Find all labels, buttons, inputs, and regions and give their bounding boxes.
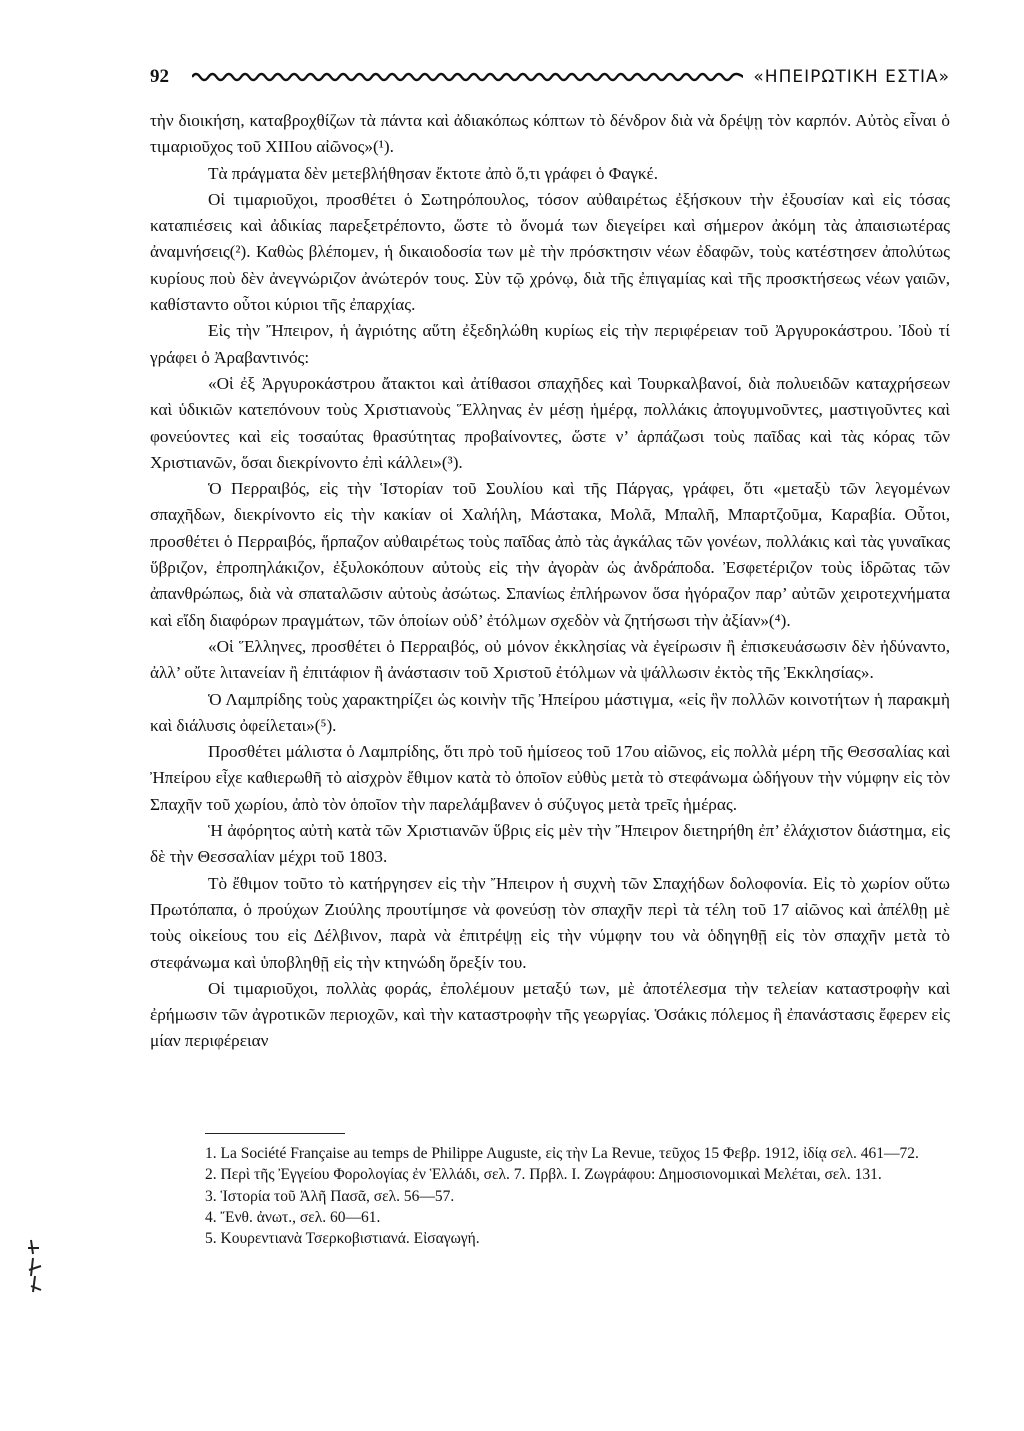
wavy-rule-ornament: [192, 71, 743, 83]
footnote-divider: [205, 1133, 345, 1134]
margin-scribble-mark: [25, 1236, 49, 1296]
footnotes: [205, 1143, 951, 1249]
paragraph: Οἱ τιμαριοῦχοι, προσθέτει ὁ Σωτηρόπουλος, τόσον αὐθαιρέτως ἐξήσκουν τὴν ἐξουσίαν καὶ εἰς τόσας καταπιέσεις καὶ ἀδικίας παρεξετρέποντο, ὥστε τὸ ὄνομά των διεγείρει καὶ σήμερον ἀκόμη τὰς ἀπαισιωτέρας ἀναμνήσεις(²). Καθὼς βλέπομεν, ἡ δικαιοδοσία των μὲ τὴν πρόσκτησιν νέων ἐδαφῶν, τοὺς κατέστησεν ἀπολύτως κυρίους ποὺ δὲν ἀνεγνώριζον ἀνώτερόν τους. Σὺν τῷ χρόνῳ, διὰ τῆς ἐπιγαμίας καὶ τῆς προσκτήσεως νέων γαιῶν, καθίσταντο οὗτοι κύριοι τῆς ἐπαρχίας.: [150, 189, 950, 315]
paragraph: Ὁ Περραιβός, εἰς τὴν Ἱστορίαν τοῦ Σουλίου καὶ τῆς Πάργας, γράφει, ὅτι «μεταξὺ τῶν λεγομένων σπαχῆδων, διεκρίνοντο εἰς τὴν κακίαν οἱ Χαλήλη, Μάστακα, Μολᾶ, Μπαλῆ, Μπαρτζοῦμα, Καραβία. Οὗτοι, προσθέτει ὁ Περραιβός, ἥρπαζον αὐθαιρέτως τοὺς παῖδας ἀπὸ τὰς ἀγκάλας τῶν γονέων, πολλάκις καὶ τὰς γυναῖκας ὕβριζον, ἐπροπηλάκιζον, ἐξυλοκόπουν αὐτοὺς εἰς τὴν ἀγορὰν ὡς ἀνδράποδα. Ἐσφετέριζον τοὺς ἱδρῶτας τῶν ἀπανθρώπως, διὰ νὰ σπαταλῶσιν αὐτοὺς ἀσώτως. Σπανίως ἐπλήρωνον ὅσα ἠγόραζον παρ’ αὐτῶν χειροτεχνήματα καὶ εἴδη διαφόρων πραγμάτων, τῶν ὁποίων οὐδ’ ἐτόλμων σχεδὸν νὰ ζητήσωσι τὴν ἀξίαν»(⁴).: [150, 479, 950, 630]
footnote: 2. Περὶ τῆς Ἐγγείου Φορολογίας ἐν Ἑλλάδι, σελ. 7. Πρβλ. Ι. Ζωγράφου: Δημοσιονομικαὶ Μελέται, σελ. 131.: [205, 1166, 882, 1184]
footnote: 5. Κουρεντιανὰ Τσερκοβιστιανά. Εἰσαγωγή.: [205, 1230, 480, 1248]
paragraph: τὴν διοικήση, καταβροχθίζων τὰ πάντα καὶ ἀδιακόπως κόπτων τὸ δένδρον διὰ νὰ δρέψῃ τὸν καρπόν. Αὐτὸς εἶναι ὁ τιμαριοῦχος τοῦ XIIIου αἰῶνος»(¹).: [150, 111, 950, 157]
paragraph: Ἡ ἀφόρητος αὐτὴ κατὰ τῶν Χριστιανῶν ὕβρις εἰς μὲν τὴν Ἤπειρον διετηρήθη ἐπ’ ἐλάχιστον διάστημα, εἰς δὲ τὴν Θεσσαλίαν μέχρι τοῦ 1803.: [150, 821, 950, 867]
paragraph: Τὸ ἔθιμον τοῦτο τὸ κατήργησεν εἰς τὴν Ἤπειρον ἡ συχνὴ τῶν Σπαχήδων δολοφονία. Εἰς τὸ χωρίον οὕτω Πρωτόπαπα, ὁ προύχων Ζιούλης προυτίμησε νὰ φονεύσῃ τὸν σπαχῆν περὶ τὰ τέλη τοῦ 17 αἰῶνος καὶ ἀπέλθῃ μὲ τοὺς οἰκείους του εἰς Δέλβινον, παρὰ νὰ ἐπιτρέψῃ εἰς τὴν νύμφην του νὰ ὁδηγηθῇ εἰς τὸν σπαχῆν μετὰ τὸ στεφάνωμα καὶ ὑποβληθῇ εἰς τὴν κτηνώδη ὄρεξίν του.: [150, 873, 950, 972]
paragraph: Ὁ Λαμπρίδης τοὺς χαρακτηρίζει ὡς κοινὴν τῆς Ἠπείρου μάστιγμα, «εἰς ἣν πολλῶν κοινοτήτων ἡ παρακμὴ καὶ διάλυσις ὀφείλεται»(⁵).: [150, 689, 950, 735]
article-body: [150, 108, 950, 1055]
footnote: 4. Ἔνθ. ἀνωτ., σελ. 60—61.: [205, 1208, 381, 1226]
journal-title: «ΗΠΕΙΡΩΤΙΚΗ ΕΣΤΙΑ»: [753, 67, 950, 87]
footnote: 1. La Société Française au temps de Philippe Auguste, εἰς τὴν La Revue, τεῦχος 15 Φεβρ. 1912, ἰδίᾳ σελ. 461—72.: [205, 1145, 919, 1162]
footnote: 3. Ἱστορία τοῦ Ἀλῆ Πασᾶ, σελ. 56—57.: [205, 1187, 455, 1205]
running-header: [150, 62, 950, 92]
quotation-paragraph: «Οἱ ἐξ Ἀργυροκάστρου ἄτακτοι καὶ ἀτίθασοι σπαχῆδες καὶ Τουρκαλβανοί, διὰ πολυειδῶν καταχρήσεων καὶ ὑδικιῶν κατεπόνουν τοὺς Χριστιανοὺς Ἕλληνας ἐν μέσῃ ἡμέρᾳ, πολλάκις ἀπογυμνοῦντες, μαστιγοῦντες καὶ φονεύοντες καὶ εἰς τοσαύτας θρασύτητας προβαίνοντες, ὥστε ν’ ἁρπάζωσι τοὺς παῖδας καὶ τὰς κόρας τῶν Χριστιανῶν, ὅσαι διεκρίνοντο ἐπὶ κάλλει»(³).: [150, 373, 950, 472]
paragraph: Οἱ τιμαριοῦχοι, πολλὰς φοράς, ἐπολέμουν μεταξύ των, μὲ ἀποτέλεσμα τὴν τελείαν καταστροφὴν καὶ ἐρήμωσιν τῶν ἀγροτικῶν περιοχῶν, καὶ τὴν καταστροφὴν τῆς γεωργίας. Ὁσάκις πόλεμος ἢ ἐπανάστασις ἔφερεν εἰς μίαν περιφέρειαν: [150, 978, 950, 1051]
page-number: 92: [150, 66, 169, 87]
paragraph: Τὰ πράγματα δὲν μετεβλήθησαν ἔκτοτε ἀπὸ ὅ,τι γράφει ὁ Φαγκέ.: [208, 163, 659, 183]
quotation-paragraph: «Οἱ Ἕλληνες, προσθέτει ὁ Περραιβός, οὐ μόνον ἐκκλησίας νὰ ἐγείρωσιν ἢ ἐπισκευάσωσιν δὲν ἠδύναντο, ἀλλ’ οὔτε λιτανείαν ἢ ἐπιτάφιον ἢ ἀνάστασιν τοῦ Χριστοῦ ἐτόλμων νὰ ψάλλωσιν ἐκτὸς τῆς Ἐκκλησίας».: [150, 636, 950, 683]
paragraph: Εἰς τὴν Ἤπειρον, ἡ ἀγριότης αὕτη ἐξεδηλώθη κυρίως εἰς τὴν περιφέρειαν τοῦ Ἀργυροκάστρου. Ἰδοὺ τί γράφει ὁ Ἀραβαντινός:: [150, 321, 950, 367]
paragraph: Προσθέτει μάλιστα ὁ Λαμπρίδης, ὅτι πρὸ τοῦ ἡμίσεος τοῦ 17ου αἰῶνος, εἰς πολλὰ μέρη τῆς Θεσσαλίας καὶ Ἠπείρου εἶχε καθιερωθῆ τὸ αἰσχρὸν ἔθιμον κατὰ τὸ ὁποῖον εὐθὺς μετὰ τὸ στεφάνωμα ὡδήγουν τὴν νύμφην εἰς τὸν Σπαχῆν τοῦ χωρίου, ἀπὸ τὸν ὁποῖον τὴν παρελάμβανεν ὁ σύζυγος μετὰ τρεῖς ἡμέρας.: [150, 742, 950, 814]
